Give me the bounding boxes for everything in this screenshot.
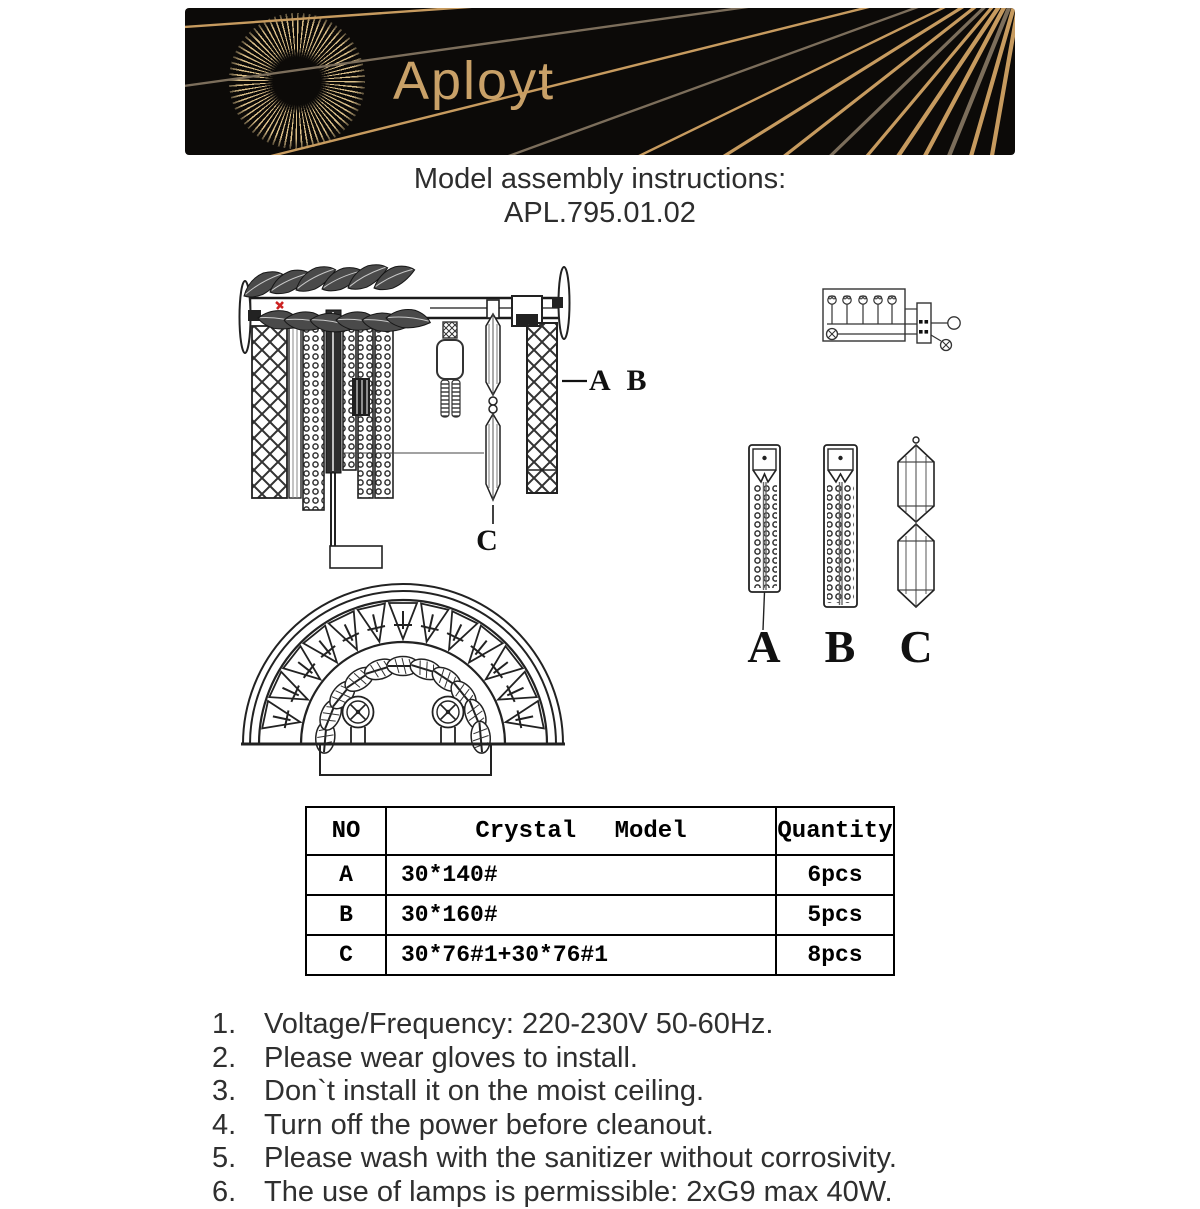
front-view-diagram: [230, 262, 670, 572]
leaf-ring: [314, 656, 491, 754]
wiring-diagram: [815, 278, 975, 363]
socket-right: [433, 697, 464, 728]
socket-left: [343, 697, 374, 728]
instruction-number: 6.: [212, 1176, 244, 1209]
table-header-model: Crystal Model: [386, 807, 776, 855]
table-header-row: [306, 807, 894, 855]
instruction-text: Don`t install it on the moist ceiling.: [264, 1075, 704, 1109]
top-view-diagram: [235, 573, 575, 791]
instruction-item: [212, 1109, 1182, 1143]
table-header-no: NO: [306, 807, 386, 855]
crystal-label-a: A: [747, 621, 780, 672]
row-qty: 6pcs: [776, 855, 894, 895]
model-number: APL.795.01.02: [0, 197, 1200, 230]
instruction-text: Please wash with the sanitizer without corrosivity.: [264, 1142, 897, 1176]
instruction-text: The use of lamps is permissible: 2xG9 max 40W.: [264, 1176, 893, 1209]
rays-icon: [185, 8, 1015, 155]
crystal-c-drawing: [898, 437, 934, 607]
row-qty: 5pcs: [776, 895, 894, 935]
instruction-text: Turn off the power before cleanout.: [264, 1109, 714, 1143]
instruction-number: 5.: [212, 1142, 244, 1176]
instruction-text: Please wear gloves to install.: [264, 1042, 638, 1076]
instruction-number: 4.: [212, 1109, 244, 1143]
instruction-number: 2.: [212, 1042, 244, 1076]
row-no: B: [306, 895, 386, 935]
crystal-table: [305, 806, 895, 976]
row-model: 30*76#1+30*76#1: [386, 935, 776, 975]
brand-banner: [185, 8, 1015, 155]
instruction-number: 1.: [212, 1008, 244, 1042]
row-model: 30*160#: [386, 895, 776, 935]
crystal-a-drawing: [749, 445, 780, 630]
crystal-label-c: C: [899, 621, 932, 672]
instructions-list: [212, 1008, 1182, 1209]
row-no: C: [306, 935, 386, 975]
crystal-parts-diagram: [735, 430, 955, 680]
table-row: [306, 935, 894, 975]
instruction-number: 3.: [212, 1075, 244, 1109]
row-qty: 8pcs: [776, 935, 894, 975]
row-model: 30*140#: [386, 855, 776, 895]
crystal-label-b: B: [825, 621, 856, 672]
instruction-item: [212, 1075, 1182, 1109]
page-title: Model assembly instructions:: [0, 163, 1200, 196]
instruction-item: [212, 1042, 1182, 1076]
crystal-b-drawing: [824, 445, 857, 607]
table-row: [306, 895, 894, 935]
front-view-label-c: C: [476, 524, 498, 557]
instruction-item: [212, 1142, 1182, 1176]
brand-name: Aployt: [393, 50, 555, 112]
front-view-label-ab: A B: [589, 364, 647, 397]
instruction-item: [212, 1176, 1182, 1209]
table-row: [306, 855, 894, 895]
table-header-qty: Quantity: [776, 807, 894, 855]
instruction-text: Voltage/Frequency: 220-230V 50-60Hz.: [264, 1008, 773, 1042]
row-no: A: [306, 855, 386, 895]
instruction-item: [212, 1008, 1182, 1042]
